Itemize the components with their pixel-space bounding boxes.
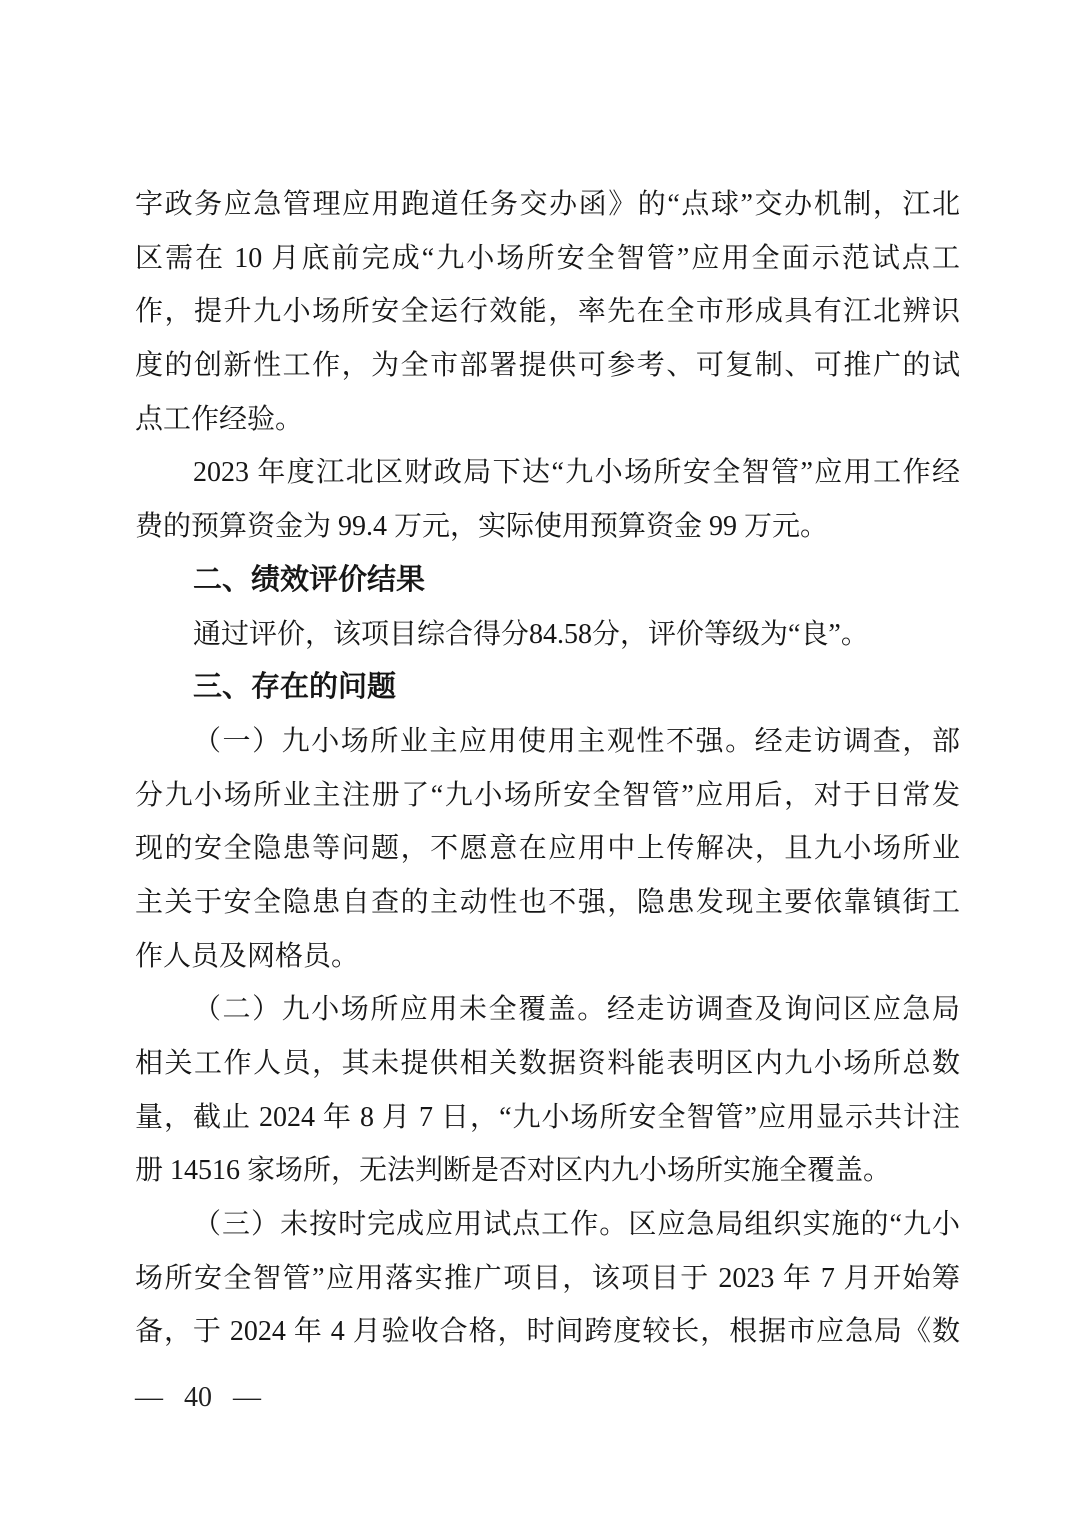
- text-line: （三）未按时完成应用试点工作。区应急局组织实施的“九小: [193, 1209, 960, 1241]
- text-line: 点工作经验。: [135, 403, 304, 435]
- section-heading: 三、存在的问题: [193, 671, 397, 704]
- text-line: 度的创新性工作，为全市部署提供可参考、可复制、可推广的试: [135, 350, 960, 382]
- text-line: 作，提升九小场所安全运行效能，率先在全市形成具有江北辨识: [135, 296, 960, 328]
- text-line: 相关工作人员，其未提供相关数据资料能表明区内九小场所总数: [135, 1048, 960, 1079]
- text-line: （二）九小场所应用未全覆盖。经走访调查及询问区应急局: [193, 994, 960, 1026]
- footer-dash-left: —: [135, 1382, 163, 1413]
- text-line: 册 14516 家场所，无法判断是否对区内九小场所实施全覆盖。: [135, 1155, 892, 1187]
- text-line: 区需在 10 月底前完成“九小场所安全智管”应用全面示范试点工: [135, 242, 960, 274]
- text-line: 分九小场所业主注册了“九小场所安全智管”应用后，对于日常发: [135, 779, 960, 811]
- section-heading: 二、绩效评价结果: [193, 563, 426, 596]
- text-line: 备，于 2024 年 4 月验收合格，时间跨度较长，根据市应急局《数: [135, 1316, 960, 1348]
- text-line: 现的安全隐患等问题，不愿意在应用中上传解决，且九小场所业: [135, 833, 960, 865]
- text-line: 场所安全智管”应用落实推广项目，该项目于 2023 年 7 月开始筹: [135, 1262, 960, 1294]
- text-line: 2023 年度江北区财政局下达“九小场所安全智管”应用工作经: [193, 457, 960, 489]
- page-footer: [135, 1381, 261, 1415]
- text-line: 费的预算资金为 99.4 万元，实际使用预算资金 99 万元。: [135, 511, 829, 543]
- text-line: 量，截止 2024 年 8 月 7 日，“九小场所安全智管”应用显示共计注: [135, 1101, 960, 1133]
- text-line: 作人员及网格员。: [135, 940, 360, 972]
- text-line: 通过评价，该项目综合得分84.58分，评价等级为“良”。: [193, 618, 869, 650]
- text-line: 主关于安全隐患自查的主动性也不强，隐患发现主要依靠镇街工: [135, 886, 960, 918]
- text-line: 字政务应急管理应用跑道任务交办函》的“点球”交办机制，江北: [135, 189, 960, 220]
- text-line: （一）九小场所业主应用使用主观性不强。经走访调查，部: [193, 725, 960, 757]
- footer-dash-right: —: [233, 1382, 261, 1413]
- document-body: [135, 178, 960, 1359]
- page-number: 40: [184, 1382, 212, 1413]
